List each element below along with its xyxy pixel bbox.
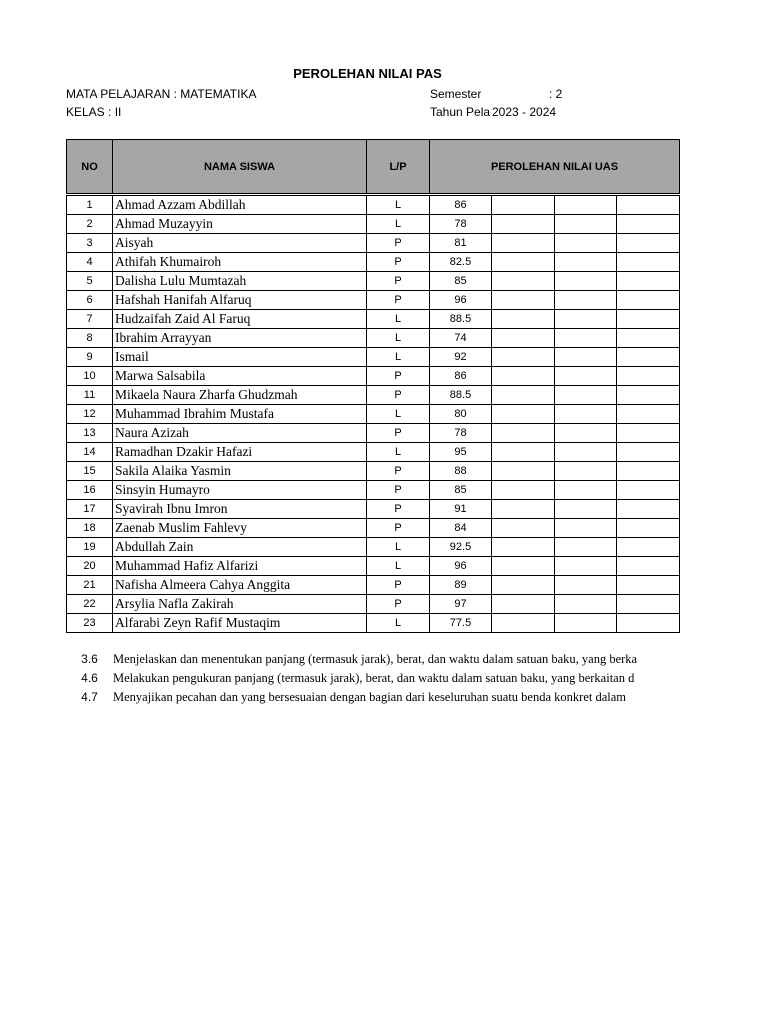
cell-gender: P — [367, 253, 430, 272]
cell-name: Ibrahim Arrayyan — [113, 329, 367, 348]
table-row — [67, 576, 680, 595]
cell-gender: L — [367, 215, 430, 234]
cell-empty — [617, 291, 680, 310]
cell-name: Athifah Khumairoh — [113, 253, 367, 272]
cell-empty — [492, 519, 555, 538]
table-row — [67, 500, 680, 519]
cell-name: Ismail — [113, 348, 367, 367]
table-row — [67, 196, 680, 215]
cell-name: Aisyah — [113, 234, 367, 253]
cell-score: 85 — [430, 272, 492, 291]
cell-gender: P — [367, 367, 430, 386]
year-label: Tahun Pela — [430, 105, 491, 119]
cell-gender: P — [367, 576, 430, 595]
score-table — [66, 139, 680, 633]
cell-no: 3 — [67, 234, 113, 253]
cell-empty — [555, 500, 617, 519]
page-title: PEROLEHAN NILAI PAS — [293, 66, 442, 81]
cell-empty — [492, 386, 555, 405]
table-row — [67, 348, 680, 367]
table-row — [67, 443, 680, 462]
cell-score: 84 — [430, 519, 492, 538]
cell-empty — [617, 405, 680, 424]
cell-gender: L — [367, 310, 430, 329]
cell-empty — [617, 215, 680, 234]
table-row — [67, 310, 680, 329]
cell-no: 22 — [67, 595, 113, 614]
cell-no: 15 — [67, 462, 113, 481]
cell-score: 96 — [430, 291, 492, 310]
table-row — [67, 595, 680, 614]
note-item — [66, 649, 678, 668]
cell-score: 97 — [430, 595, 492, 614]
cell-score: 95 — [430, 443, 492, 462]
cell-no: 11 — [67, 386, 113, 405]
cell-no: 10 — [67, 367, 113, 386]
cell-gender: P — [367, 500, 430, 519]
table-row — [67, 386, 680, 405]
cell-no: 19 — [67, 538, 113, 557]
cell-gender: L — [367, 557, 430, 576]
cell-empty — [492, 557, 555, 576]
note-item — [66, 668, 678, 687]
cell-empty — [492, 196, 555, 215]
cell-empty — [555, 405, 617, 424]
cell-gender: L — [367, 348, 430, 367]
cell-empty — [555, 595, 617, 614]
semester-value: : 2 — [549, 87, 563, 101]
cell-empty — [492, 614, 555, 633]
note-code: 4.6 — [81, 671, 98, 685]
cell-gender: P — [367, 386, 430, 405]
cell-no: 20 — [67, 557, 113, 576]
cell-gender: L — [367, 443, 430, 462]
cell-gender: L — [367, 329, 430, 348]
cell-empty — [492, 348, 555, 367]
cell-score: 81 — [430, 234, 492, 253]
cell-no: 18 — [67, 519, 113, 538]
subject-label: MATA PELAJARAN : MATEMATIKA — [66, 87, 257, 101]
cell-empty — [617, 481, 680, 500]
cell-empty — [555, 519, 617, 538]
cell-gender: P — [367, 595, 430, 614]
cell-name: Ramadhan Dzakir Hafazi — [113, 443, 367, 462]
cell-empty — [617, 329, 680, 348]
cell-empty — [617, 386, 680, 405]
cell-score: 74 — [430, 329, 492, 348]
table-row — [67, 557, 680, 576]
cell-no: 21 — [67, 576, 113, 595]
cell-name: Zaenab Muslim Fahlevy — [113, 519, 367, 538]
cell-gender: P — [367, 272, 430, 291]
class-label: KELAS : II — [66, 105, 122, 119]
semester-label: Semester — [430, 87, 482, 101]
cell-no: 2 — [67, 215, 113, 234]
cell-empty — [492, 310, 555, 329]
cell-empty — [492, 405, 555, 424]
cell-gender: P — [367, 481, 430, 500]
cell-empty — [617, 196, 680, 215]
cell-name: Naura Azizah — [113, 424, 367, 443]
cell-name: Ahmad Azzam Abdillah — [113, 196, 367, 215]
table-row — [67, 462, 680, 481]
cell-no: 7 — [67, 310, 113, 329]
cell-empty — [617, 272, 680, 291]
table-row — [67, 405, 680, 424]
cell-name: Abdullah Zain — [113, 538, 367, 557]
cell-empty — [492, 576, 555, 595]
cell-score: 91 — [430, 500, 492, 519]
table-row — [67, 215, 680, 234]
cell-no: 8 — [67, 329, 113, 348]
cell-empty — [492, 367, 555, 386]
cell-gender: P — [367, 519, 430, 538]
header-row — [67, 140, 680, 194]
cell-empty — [492, 595, 555, 614]
cell-gender: L — [367, 405, 430, 424]
table-row — [67, 614, 680, 633]
cell-empty — [492, 500, 555, 519]
cell-empty — [555, 215, 617, 234]
cell-empty — [492, 215, 555, 234]
table-row — [67, 424, 680, 443]
cell-empty — [555, 386, 617, 405]
cell-name: Alfarabi Zeyn Rafif Mustaqim — [113, 614, 367, 633]
cell-name: Syavirah Ibnu Imron — [113, 500, 367, 519]
cell-score: 85 — [430, 481, 492, 500]
cell-no: 12 — [67, 405, 113, 424]
cell-no: 23 — [67, 614, 113, 633]
cell-empty — [617, 500, 680, 519]
table-row — [67, 329, 680, 348]
cell-score: 77.5 — [430, 614, 492, 633]
cell-empty — [555, 329, 617, 348]
cell-empty — [617, 234, 680, 253]
competency-notes — [66, 649, 678, 706]
cell-empty — [617, 595, 680, 614]
table-row — [67, 519, 680, 538]
cell-empty — [555, 234, 617, 253]
cell-empty — [492, 462, 555, 481]
cell-empty — [492, 538, 555, 557]
cell-empty — [617, 576, 680, 595]
cell-no: 6 — [67, 291, 113, 310]
year-value: 2023 - 2024 — [492, 105, 557, 119]
cell-empty — [555, 443, 617, 462]
cell-name: Hafshah Hanifah Alfaruq — [113, 291, 367, 310]
cell-empty — [617, 519, 680, 538]
cell-name: Hudzaifah Zaid Al Faruq — [113, 310, 367, 329]
cell-empty — [555, 367, 617, 386]
cell-score: 78 — [430, 215, 492, 234]
cell-empty — [555, 310, 617, 329]
header-name: NAMA SISWA — [113, 140, 367, 194]
cell-empty — [492, 234, 555, 253]
cell-empty — [492, 329, 555, 348]
table-row — [67, 234, 680, 253]
cell-no: 4 — [67, 253, 113, 272]
cell-name: Nafisha Almeera Cahya Anggita — [113, 576, 367, 595]
cell-empty — [492, 443, 555, 462]
cell-empty — [555, 348, 617, 367]
note-code: 4.7 — [81, 690, 98, 704]
cell-empty — [555, 576, 617, 595]
cell-score: 88.5 — [430, 386, 492, 405]
cell-no: 5 — [67, 272, 113, 291]
cell-empty — [555, 272, 617, 291]
header-gender: L/P — [367, 140, 430, 194]
cell-gender: P — [367, 462, 430, 481]
cell-gender: P — [367, 291, 430, 310]
cell-empty — [492, 291, 555, 310]
cell-score: 89 — [430, 576, 492, 595]
table-row — [67, 253, 680, 272]
cell-empty — [617, 367, 680, 386]
cell-name: Arsylia Nafla Zakirah — [113, 595, 367, 614]
cell-empty — [555, 291, 617, 310]
cell-no: 9 — [67, 348, 113, 367]
cell-gender: L — [367, 196, 430, 215]
table-row — [67, 291, 680, 310]
cell-empty — [617, 557, 680, 576]
cell-score: 86 — [430, 196, 492, 215]
cell-empty — [617, 424, 680, 443]
cell-name: Sinsyin Humayro — [113, 481, 367, 500]
cell-gender: L — [367, 614, 430, 633]
note-code: 3.6 — [81, 652, 98, 666]
table-row — [67, 272, 680, 291]
header-no: NO — [67, 140, 113, 194]
cell-empty — [492, 253, 555, 272]
note-text: Menyajikan pecahan dan yang bersesuaian dengan bagian dari keseluruhan suatu benda konkret dalam — [113, 690, 627, 704]
cell-empty — [617, 310, 680, 329]
cell-no: 17 — [67, 500, 113, 519]
cell-empty — [555, 253, 617, 272]
cell-empty — [617, 348, 680, 367]
note-text: Menjelaskan dan menentukan panjang (termasuk jarak), berat, dan waktu dalam satuan baku, yang berka — [113, 652, 638, 666]
table-row — [67, 538, 680, 557]
cell-empty — [492, 481, 555, 500]
cell-name: Mikaela Naura Zharfa Ghudzmah — [113, 386, 367, 405]
cell-no: 16 — [67, 481, 113, 500]
cell-gender: P — [367, 234, 430, 253]
header-score: PEROLEHAN NILAI UAS — [430, 140, 680, 194]
cell-empty — [492, 272, 555, 291]
cell-score: 92 — [430, 348, 492, 367]
note-text: Melakukan pengukuran panjang (termasuk jarak), berat, dan waktu dalam satuan baku, yang berkaitan d — [113, 671, 635, 685]
cell-score: 88.5 — [430, 310, 492, 329]
cell-name: Dalisha Lulu Mumtazah — [113, 272, 367, 291]
cell-empty — [555, 424, 617, 443]
cell-empty — [555, 614, 617, 633]
cell-empty — [555, 196, 617, 215]
cell-empty — [555, 462, 617, 481]
cell-empty — [617, 462, 680, 481]
cell-no: 14 — [67, 443, 113, 462]
cell-name: Marwa Salsabila — [113, 367, 367, 386]
cell-gender: P — [367, 424, 430, 443]
cell-no: 13 — [67, 424, 113, 443]
cell-empty — [492, 424, 555, 443]
cell-score: 96 — [430, 557, 492, 576]
cell-name: Muhammad Hafiz Alfarizi — [113, 557, 367, 576]
cell-score: 92.5 — [430, 538, 492, 557]
cell-empty — [617, 443, 680, 462]
cell-score: 82.5 — [430, 253, 492, 272]
cell-empty — [617, 614, 680, 633]
cell-empty — [617, 253, 680, 272]
cell-empty — [555, 481, 617, 500]
cell-empty — [555, 538, 617, 557]
table-row — [67, 367, 680, 386]
note-item — [66, 687, 678, 706]
cell-score: 86 — [430, 367, 492, 386]
cell-score: 78 — [430, 424, 492, 443]
cell-empty — [617, 538, 680, 557]
cell-no: 1 — [67, 196, 113, 215]
cell-name: Muhammad Ibrahim Mustafa — [113, 405, 367, 424]
cell-name: Ahmad Muzayyin — [113, 215, 367, 234]
cell-name: Sakila Alaika Yasmin — [113, 462, 367, 481]
cell-score: 88 — [430, 462, 492, 481]
cell-empty — [555, 557, 617, 576]
table-row — [67, 481, 680, 500]
cell-score: 80 — [430, 405, 492, 424]
cell-gender: L — [367, 538, 430, 557]
